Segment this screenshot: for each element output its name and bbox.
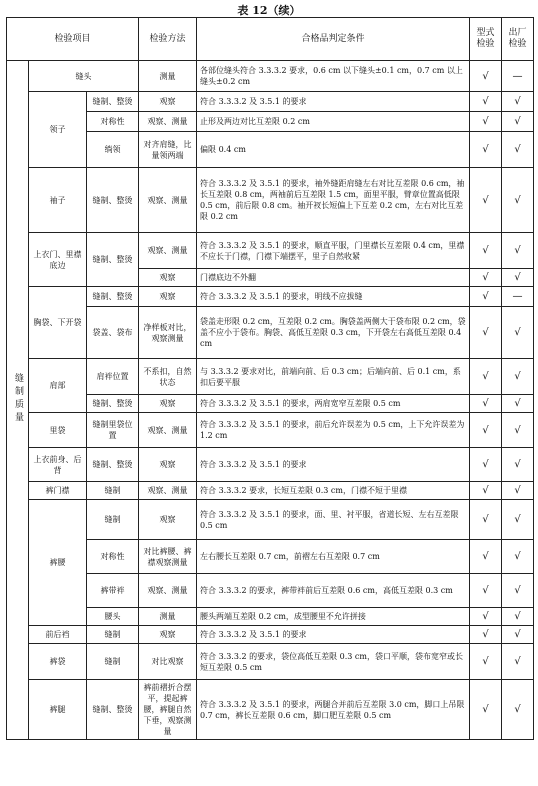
item-cell: 裤门襟 (29, 482, 87, 500)
factory-mark: √ (502, 413, 534, 448)
method-cell: 不系扣，自然状态 (139, 359, 197, 395)
item-cell: 上衣门、里襟底边 (29, 233, 87, 287)
factory-mark: — (502, 61, 534, 92)
table-row (7, 500, 534, 540)
table-row (7, 608, 534, 626)
sub-cell: 对称性 (87, 540, 139, 574)
sub-cell: 缝制 (87, 644, 139, 680)
sub-cell: 缝制 (87, 626, 139, 644)
header-method: 检验方法 (139, 18, 197, 61)
sub-cell: 裤带袢 (87, 574, 139, 608)
type-mark: √ (470, 644, 502, 680)
sub-cell: 缝制、整烫 (87, 92, 139, 112)
factory-mark: √ (502, 132, 534, 168)
type-mark: √ (470, 307, 502, 359)
type-mark: √ (470, 574, 502, 608)
type-mark: √ (470, 233, 502, 269)
type-mark: √ (470, 132, 502, 168)
criteria-cell: 符合 3.3.3.2 要求，长短互差限 0.3 cm，门襟不短于里襟 (197, 482, 470, 500)
type-mark: √ (470, 269, 502, 287)
method-cell: 观察 (139, 626, 197, 644)
criteria-cell: 门襟底边不外翻 (197, 269, 470, 287)
criteria-cell: 符合 3.3.3.2 及 3.5.1 的要求 (197, 448, 470, 482)
table-row (7, 574, 534, 608)
type-mark: √ (470, 395, 502, 413)
table-row (7, 644, 534, 680)
method-cell: 对齐肩缝，比量领两端 (139, 132, 197, 168)
table-row (7, 626, 534, 644)
sub-cell: 对称性 (87, 112, 139, 132)
factory-mark: √ (502, 448, 534, 482)
type-mark: √ (470, 540, 502, 574)
inspection-table (6, 17, 534, 740)
item-cell: 缝头 (29, 61, 139, 92)
criteria-cell: 袋盖走形限 0.2 cm，互差限 0.2 cm。胸袋盖两侧大于袋布限 0.2 cm，袋盖不应小于袋布。胸袋、高低互差限 0.3 cm，下开袋左右高低互差限 0.4 cm (197, 307, 470, 359)
table-row (7, 359, 534, 395)
table-row (7, 395, 534, 413)
sub-cell: 腰头 (87, 608, 139, 626)
method-cell: 观察 (139, 269, 197, 287)
criteria-cell: 符合 3.3.3.2 及 3.5.1 的要求，两肩宽窄互差限 0.5 cm (197, 395, 470, 413)
table-row (7, 307, 534, 359)
type-mark: √ (470, 680, 502, 740)
method-cell: 观察、测量 (139, 233, 197, 269)
factory-mark: √ (502, 168, 534, 233)
table-title: 表 12（续） (237, 4, 301, 17)
sub-cell: 缝制、整烫 (87, 233, 139, 287)
type-mark: √ (470, 608, 502, 626)
group-label: 缝制质量 (13, 372, 23, 425)
type-mark: √ (470, 448, 502, 482)
type-mark: √ (470, 482, 502, 500)
criteria-cell: 符合 3.3.3.2 及 3.5.1 的要求，两腿合并前后互差限 3.0 cm，脚口上吊限 0.7 cm，裤长互差限 0.6 cm，脚口肥互差限 0.5 cm (197, 680, 470, 740)
table-row (7, 92, 534, 112)
factory-mark: √ (502, 574, 534, 608)
type-mark: √ (470, 112, 502, 132)
header-row (7, 18, 534, 61)
table-row (7, 413, 534, 448)
criteria-cell: 偏限 0.4 cm (197, 132, 470, 168)
method-cell: 测量 (139, 608, 197, 626)
type-mark: √ (470, 626, 502, 644)
sub-cell: 缝制里袋位置 (87, 413, 139, 448)
criteria-cell: 符合 3.3.3.2 及 3.5.1 的要求，面、里、衬平服，省道长短、左右互差限 0.5 cm (197, 500, 470, 540)
table-row (7, 448, 534, 482)
table-row (7, 132, 534, 168)
item-cell: 上衣前身、后背 (29, 448, 87, 482)
sub-cell: 袋盖、袋布 (87, 307, 139, 359)
type-mark: √ (470, 500, 502, 540)
method-cell: 观察、测量 (139, 574, 197, 608)
sub-cell: 缝制 (87, 482, 139, 500)
sub-cell: 绱领 (87, 132, 139, 168)
header-factory-test: 出厂检验 (502, 18, 534, 61)
sub-cell: 缝制、整烫 (87, 680, 139, 740)
method-cell: 观察、测量 (139, 112, 197, 132)
factory-mark: √ (502, 395, 534, 413)
criteria-cell: 符合 3.3.3.2 的要求，袋位高低互差限 0.3 cm，袋口平顺，袋布宽窄或长短互差限 0.5 cm (197, 644, 470, 680)
factory-mark: √ (502, 626, 534, 644)
criteria-cell: 符合 3.3.3.2 的要求，裤带袢前后互差限 0.6 cm，高低互差限 0.3 cm (197, 574, 470, 608)
table-row (7, 112, 534, 132)
criteria-cell: 各部位缝头符合 3.3.3.2 要求，0.6 cm 以下缝头±0.1 cm，0.7 cm 以上缝头±0.2 cm (197, 61, 470, 92)
method-cell: 观察、测量 (139, 482, 197, 500)
item-cell: 裤腿 (29, 680, 87, 740)
type-mark: √ (470, 413, 502, 448)
type-mark: √ (470, 92, 502, 112)
sub-cell: 缝制、整烫 (87, 168, 139, 233)
table-row (7, 61, 534, 92)
method-cell: 观察 (139, 500, 197, 540)
factory-mark: √ (502, 269, 534, 287)
criteria-cell: 符合 3.3.3.2 及 3.5.1 的要求 (197, 92, 470, 112)
factory-mark: √ (502, 233, 534, 269)
factory-mark: √ (502, 359, 534, 395)
factory-mark: √ (502, 680, 534, 740)
type-mark: √ (470, 61, 502, 92)
method-cell: 裤前褶折合摆平，提起裤腰，裤腿自然下垂，观察测量 (139, 680, 197, 740)
table-row (7, 287, 534, 307)
criteria-cell: 符合 3.3.3.2 及 3.5.1 的要求，袖外缝距肩缝左右对比互差限 0.6 cm，袖长互差限 0.8 cm，两袖前后互差限 1.5 cm，面里平服，臂章位置高低限 0.5 cm，前后限 0.8 cm。袖开衩长短偏上下互差 0.2 cm，左右对比互差限 0.2 cm (197, 168, 470, 233)
sub-cell: 缝制、整烫 (87, 448, 139, 482)
table-row (7, 233, 534, 269)
group-label-cell (7, 61, 29, 740)
factory-mark: √ (502, 540, 534, 574)
factory-mark: √ (502, 644, 534, 680)
method-cell: 净样板对比，观察测量 (139, 307, 197, 359)
item-cell: 里袋 (29, 413, 87, 448)
method-cell: 对比裤腰、裤襟观察测量 (139, 540, 197, 574)
factory-mark: √ (502, 482, 534, 500)
factory-mark: — (502, 287, 534, 307)
type-mark: √ (470, 359, 502, 395)
method-cell: 观察 (139, 395, 197, 413)
criteria-cell: 腰头两端互差限 0.2 cm，成型腰里不允许拼接 (197, 608, 470, 626)
type-mark: √ (470, 287, 502, 307)
method-cell: 测量 (139, 61, 197, 92)
criteria-cell: 符合 3.3.3.2 及 3.5.1 的要求，顺直平服，门里襟长互差限 0.4 cm，里襟不应长于门襟，门襟下端摆平，里子自然收紧 (197, 233, 470, 269)
item-cell: 前后裆 (29, 626, 87, 644)
header-item: 检验项目 (7, 18, 139, 61)
header-criteria: 合格品判定条件 (197, 18, 470, 61)
method-cell: 观察 (139, 92, 197, 112)
header-type-test: 型式检验 (470, 18, 502, 61)
method-cell: 观察、测量 (139, 168, 197, 233)
criteria-cell: 与 3.3.3.2 要求对比，前端向前、后 0.3 cm；后端向前、后 0.1 cm，系扣后要平服 (197, 359, 470, 395)
item-cell: 胸袋、下开袋 (29, 287, 87, 359)
factory-mark: √ (502, 307, 534, 359)
item-cell: 袖子 (29, 168, 87, 233)
method-cell: 观察 (139, 448, 197, 482)
sub-cell: 缝制、整烫 (87, 287, 139, 307)
criteria-cell: 符合 3.3.3.2 及 3.5.1 的要求，明线不应拔缝 (197, 287, 470, 307)
sub-cell: 肩袢位置 (87, 359, 139, 395)
factory-mark: √ (502, 112, 534, 132)
sub-cell: 缝制 (87, 500, 139, 540)
factory-mark: √ (502, 92, 534, 112)
criteria-cell: 符合 3.3.3.2 及 3.5.1 的要求 (197, 626, 470, 644)
table-row (7, 168, 534, 233)
sub-cell: 缝制、整烫 (87, 395, 139, 413)
method-cell: 对比观察 (139, 644, 197, 680)
criteria-cell: 左右腰长互差限 0.7 cm，前褶左右互差限 0.7 cm (197, 540, 470, 574)
factory-mark: √ (502, 500, 534, 540)
type-mark: √ (470, 168, 502, 233)
item-cell: 肩部 (29, 359, 87, 413)
method-cell: 观察、测量 (139, 413, 197, 448)
item-cell: 裤腰 (29, 500, 87, 626)
table-row (7, 482, 534, 500)
item-cell: 领子 (29, 92, 87, 168)
criteria-cell: 符合 3.3.3.2 及 3.5.1 的要求，前后允许误差为 0.5 cm，上下允许误差为 1.2 cm (197, 413, 470, 448)
method-cell: 观察 (139, 287, 197, 307)
factory-mark: √ (502, 608, 534, 626)
item-cell: 裤袋 (29, 644, 87, 680)
table-row (7, 680, 534, 740)
criteria-cell: 止形及两边对比互差限 0.2 cm (197, 112, 470, 132)
table-row (7, 540, 534, 574)
